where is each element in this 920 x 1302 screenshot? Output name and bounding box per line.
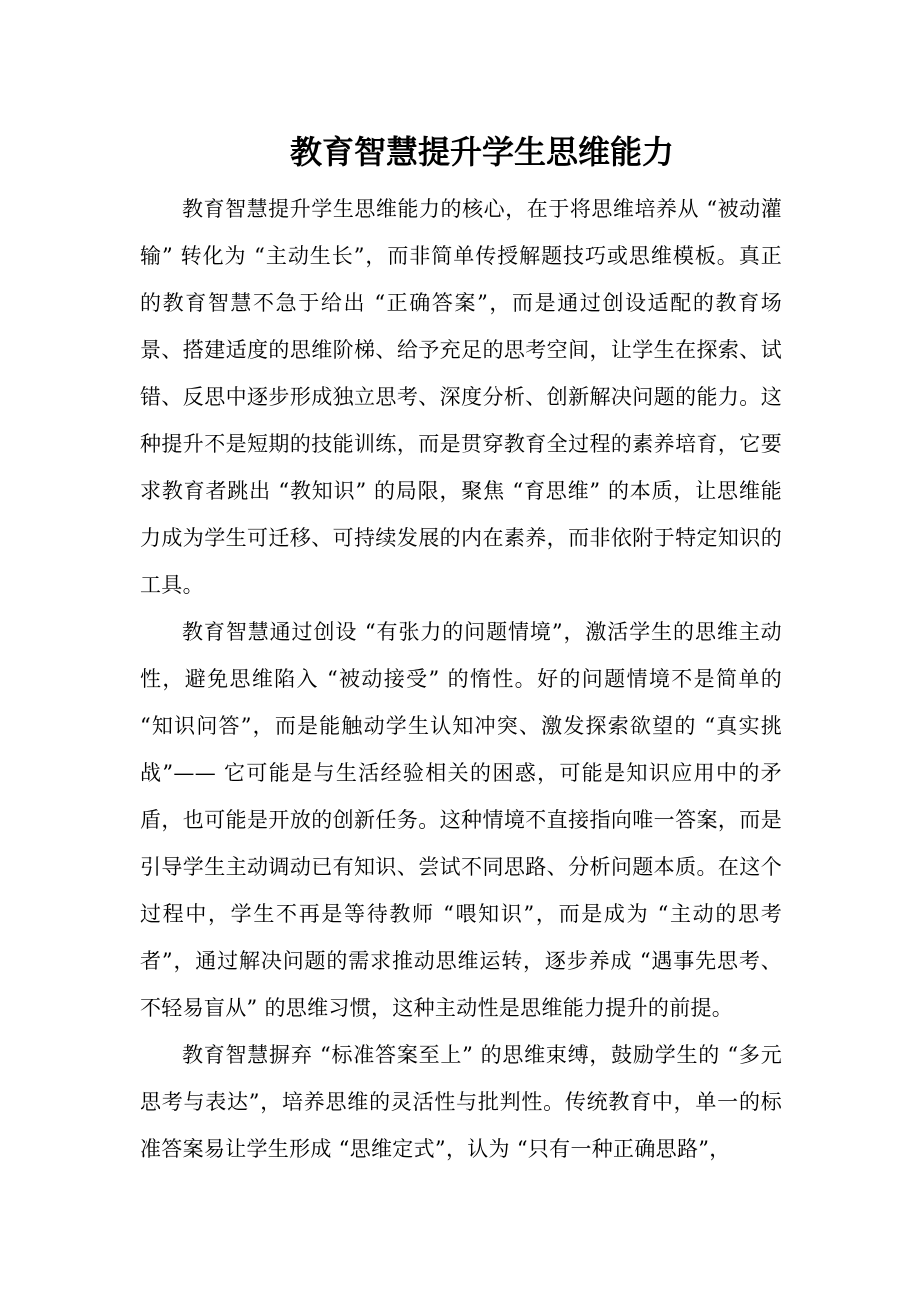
document-title: 教育智慧提升学生思维能力 [289,133,674,171]
document-body [140,186,782,1173]
paragraph: 教育智慧提升学生思维能力的核心，在于将思维培养从 “被动灌输” 转化为 “主动生长”，而非简单传授解题技巧或思维模板。真正的教育智慧不急于给出 “正确答案”，而是通过创设适配的教育场景、搭建适度的思维阶梯、给予充足的思考空间，让学生在探索、试错、反思中逐步形成独立思考、深度分析、创新解决问题的能力。这种提升不是短期的技能训练，而是贯穿教育全过程的素养培育，它要求教育者跳出 “教知识” 的局限，聚焦 “育思维” 的本质，让思维能力成为学生可迁移、可持续发展的内在素养，而非依附于特定知识的工具。 [140,197,782,597]
paragraph: 教育智慧摒弃 “标准答案至上” 的思维束缚，鼓励学生的 “多元思考与表达”，培养思维的灵活性与批判性。传统教育中，单一的标准答案易让学生形成 “思维定式”，认为 “只有一种正确思路”， [140,1043,782,1161]
paragraph: 教育智慧通过创设 “有张力的问题情境”，激活学生的思维主动性，避免思维陷入 “被动接受” 的惰性。好的问题情境不是简单的 “知识问答”，而是能触动学生认知冲突、激发探索欲望的 “真实挑战”—— 它可能是与生活经验相关的困惑，可能是知识应用中的矛盾，也可能是开放的创新任务。这种情境不直接指向唯一答案，而是引导学生主动调动已有知识、尝试不同思路、分析问题本质。在这个过程中，学生不再是等待教师 “喂知识”，而是成为 “主动的思考者”，通过解决问题的需求推动思维运转，逐步养成 “遇事先思考、不轻易盲从” 的思维习惯，这种主动性是思维能力提升的前提。 [140,620,782,1020]
